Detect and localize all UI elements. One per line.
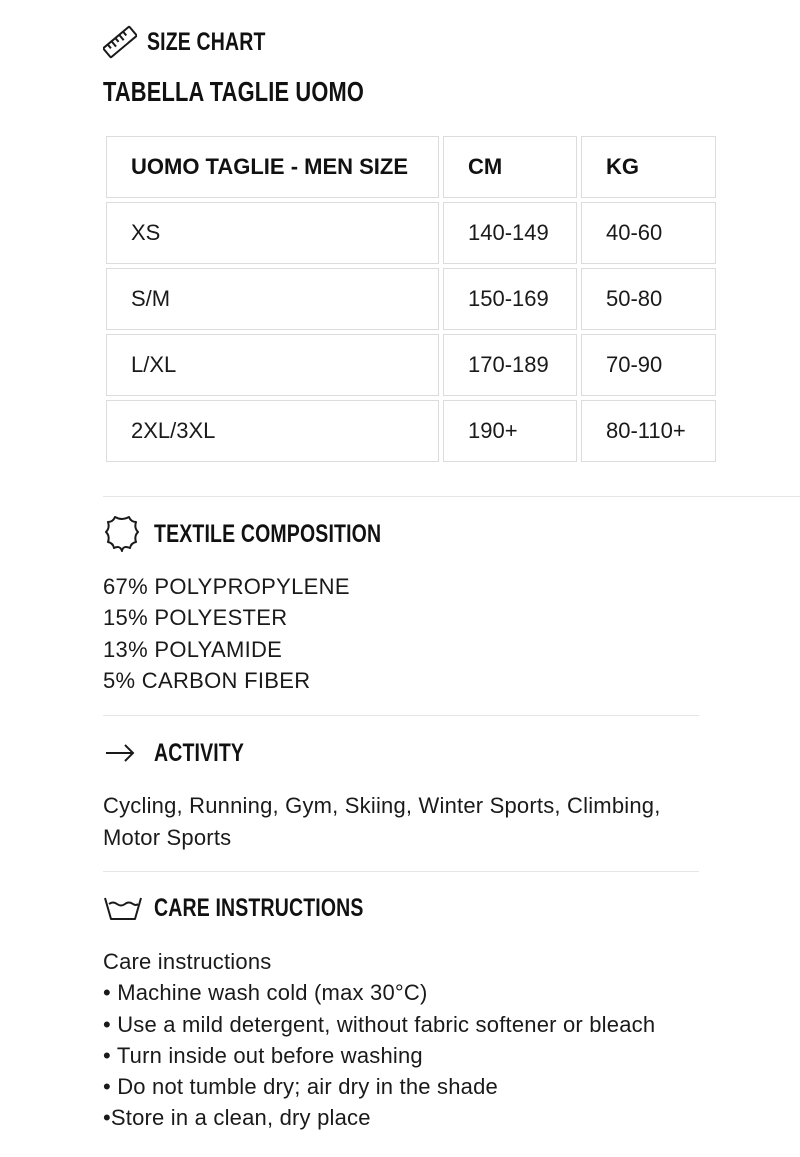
table-header-row [106,136,716,198]
list-item: 15% POLYESTER [103,605,288,631]
care-instructions-list [103,946,655,1134]
textile-composition-header [103,514,445,554]
list-item: 67% POLYPROPYLENE [103,574,350,599]
list-item: • Machine wash cold (max 30°C) [103,980,428,1006]
list-item: • Use a mild detergent, without fabric softener or bleach [103,1011,656,1037]
table-cell: 170-189 [443,334,577,396]
list-item: • Turn inside out before washing [103,1042,423,1068]
table-cell: 150-169 [443,268,577,330]
section-title: ACTIVITY [154,738,245,767]
arrow-right-icon [103,736,137,770]
list-item: 5% CARBON FIBER [103,667,311,693]
divider [103,715,699,716]
activity-text: Cycling, Running, Gym, Skiing, Winter Sports, Climbing, Motor Sports [103,793,661,850]
list-item: • Do not tumble dry; air dry in the shade [103,1074,498,1100]
table-row [106,202,716,264]
activity-header [103,736,270,770]
list-item: 13% POLYAMIDE [103,636,283,662]
table-cell: 50-80 [581,268,716,330]
section-title: SIZE CHART [147,27,266,56]
table-cell: XS [106,202,439,264]
leather-hide-icon [103,514,141,554]
table-row [106,268,716,330]
divider [103,871,699,872]
table-row [106,400,716,462]
table-cell: L/XL [106,334,439,396]
table-cell: S/M [106,268,439,330]
textile-composition-list [103,571,350,696]
list-item: Care instructions [103,949,272,974]
divider [103,496,800,497]
column-header: KG [581,136,716,198]
ruler-icon [103,24,137,60]
table-row [106,334,716,396]
table-cell: 40-60 [581,202,716,264]
table-cell: 2XL/3XL [106,400,439,462]
size-table [102,132,720,466]
column-header: UOMO TAGLIE - MEN SIZE [106,136,439,198]
section-title: TEXTILE COMPOSITION [154,519,382,548]
table-cell: 80-110+ [581,400,716,462]
wash-basin-icon [103,892,143,924]
section-title: CARE INSTRUCTIONS [154,893,364,922]
care-instructions-header [103,892,423,924]
table-cell: 190+ [443,400,577,462]
list-item: •Store in a clean, dry place [103,1105,371,1131]
size-chart-subtitle: TABELLA TAGLIE UOMO [103,76,364,107]
table-cell: 70-90 [581,334,716,396]
table-cell: 140-149 [443,202,577,264]
size-chart-header [103,24,299,60]
column-header: CM [443,136,577,198]
